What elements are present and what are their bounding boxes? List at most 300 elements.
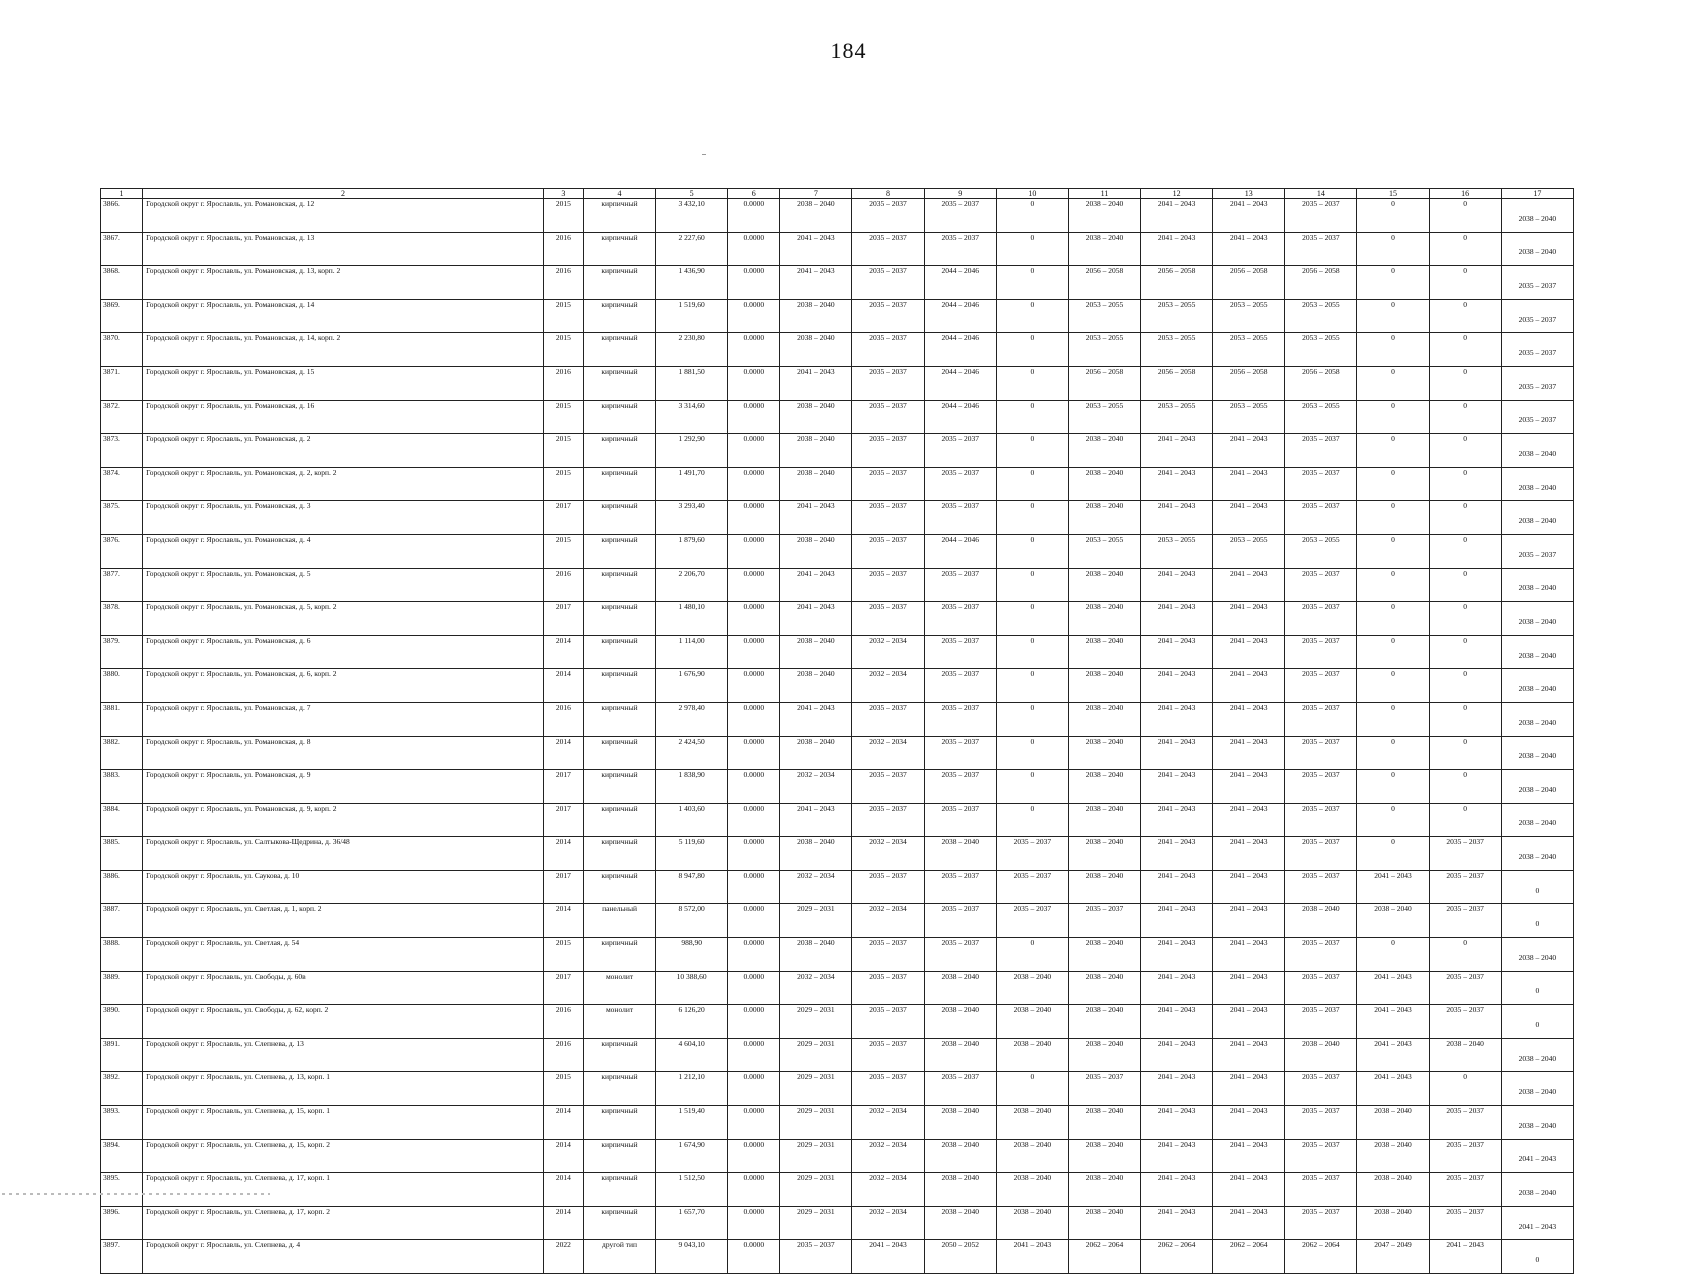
- period-17-cell: 2038 – 2040: [1501, 501, 1573, 535]
- table-row: [101, 534, 1574, 568]
- period-12-cell: 2041 – 2043: [1141, 635, 1213, 669]
- period-10-cell: 2038 – 2040: [996, 1173, 1068, 1207]
- period-11-cell: 2038 – 2040: [1068, 568, 1140, 602]
- period-10-cell: 0: [996, 803, 1068, 837]
- address-cell: Городской округ г. Ярославль, ул. Слепнева, д. 17, корп. 1: [143, 1173, 544, 1207]
- period-13-cell: 2041 – 2043: [1213, 904, 1285, 938]
- period-7-cell: 2038 – 2040: [780, 669, 852, 703]
- period-10-cell: 0: [996, 232, 1068, 266]
- period-11-cell: 2038 – 2040: [1068, 1005, 1140, 1039]
- year-cell: 2016: [543, 1005, 583, 1039]
- period-11-cell: 2038 – 2040: [1068, 467, 1140, 501]
- period-7-cell: 2029 – 2031: [780, 1038, 852, 1072]
- column-header-7: 7: [780, 189, 852, 199]
- year-cell: 2015: [543, 1072, 583, 1106]
- table-row: [101, 938, 1574, 972]
- year-cell: 2014: [543, 635, 583, 669]
- period-9-cell: 2035 – 2037: [924, 1072, 996, 1106]
- period-8-cell: 2032 – 2034: [852, 1106, 924, 1140]
- area-cell: 1 519,40: [656, 1106, 728, 1140]
- wall-material-cell: кирпичный: [583, 434, 655, 468]
- year-cell: 2015: [543, 534, 583, 568]
- address-cell: Городской округ г. Ярославль, ул. Романовская, д. 13: [143, 232, 544, 266]
- period-12-cell: 2041 – 2043: [1141, 568, 1213, 602]
- row-number-cell: 3897.: [101, 1240, 143, 1274]
- period-15-cell: 0: [1357, 333, 1429, 367]
- period-14-cell: 2035 – 2037: [1285, 199, 1357, 233]
- year-cell: 2015: [543, 333, 583, 367]
- period-11-cell: 2053 – 2055: [1068, 400, 1140, 434]
- table-row: [101, 1072, 1574, 1106]
- year-cell: 2016: [543, 702, 583, 736]
- row-number-cell: 3868.: [101, 266, 143, 300]
- row-number-cell: 3869.: [101, 299, 143, 333]
- column-header-3: 3: [543, 189, 583, 199]
- period-9-cell: 2038 – 2040: [924, 1206, 996, 1240]
- wall-material-cell: кирпичный: [583, 199, 655, 233]
- period-13-cell: 2041 – 2043: [1213, 501, 1285, 535]
- period-16-cell: 0: [1429, 400, 1501, 434]
- period-7-cell: 2032 – 2034: [780, 870, 852, 904]
- period-17-cell: 2038 – 2040: [1501, 669, 1573, 703]
- period-10-cell: 2035 – 2037: [996, 870, 1068, 904]
- table-row: [101, 299, 1574, 333]
- address-cell: Городской округ г. Ярославль, ул. Салтыкова-Щедрина, д. 36/48: [143, 837, 544, 871]
- period-7-cell: 2038 – 2040: [780, 333, 852, 367]
- period-16-cell: 0: [1429, 702, 1501, 736]
- period-8-cell: 2032 – 2034: [852, 635, 924, 669]
- coefficient-cell: 0.0000: [728, 1139, 780, 1173]
- period-10-cell: 0: [996, 534, 1068, 568]
- period-12-cell: 2041 – 2043: [1141, 1206, 1213, 1240]
- area-cell: 2 230,80: [656, 333, 728, 367]
- period-11-cell: 2038 – 2040: [1068, 1106, 1140, 1140]
- area-cell: 1 674,90: [656, 1139, 728, 1173]
- period-13-cell: 2056 – 2058: [1213, 266, 1285, 300]
- address-cell: Городской округ г. Ярославль, ул. Романовская, д. 6: [143, 635, 544, 669]
- year-cell: 2014: [543, 904, 583, 938]
- row-number-cell: 3875.: [101, 501, 143, 535]
- table-row: [101, 870, 1574, 904]
- period-8-cell: 2035 – 2037: [852, 770, 924, 804]
- period-12-cell: 2056 – 2058: [1141, 266, 1213, 300]
- period-16-cell: 2035 – 2037: [1429, 904, 1501, 938]
- period-11-cell: 2038 – 2040: [1068, 803, 1140, 837]
- period-11-cell: 2038 – 2040: [1068, 501, 1140, 535]
- table-row: [101, 971, 1574, 1005]
- period-10-cell: 0: [996, 770, 1068, 804]
- address-cell: Городской округ г. Ярославль, ул. Слепнева, д. 13: [143, 1038, 544, 1072]
- row-number-cell: 3891.: [101, 1038, 143, 1072]
- period-14-cell: 2035 – 2037: [1285, 770, 1357, 804]
- table-row: [101, 1038, 1574, 1072]
- period-12-cell: 2041 – 2043: [1141, 837, 1213, 871]
- period-9-cell: 2035 – 2037: [924, 501, 996, 535]
- period-8-cell: 2035 – 2037: [852, 534, 924, 568]
- column-header-14: 14: [1285, 189, 1357, 199]
- period-7-cell: 2029 – 2031: [780, 1072, 852, 1106]
- wall-material-cell: кирпичный: [583, 467, 655, 501]
- period-10-cell: 0: [996, 266, 1068, 300]
- period-16-cell: 0: [1429, 938, 1501, 972]
- period-7-cell: 2041 – 2043: [780, 602, 852, 636]
- row-number-cell: 3870.: [101, 333, 143, 367]
- address-cell: Городской округ г. Ярославль, ул. Слепнева, д. 15, корп. 1: [143, 1106, 544, 1140]
- area-cell: 2 227,60: [656, 232, 728, 266]
- wall-material-cell: кирпичный: [583, 232, 655, 266]
- period-15-cell: 0: [1357, 938, 1429, 972]
- period-9-cell: 2035 – 2037: [924, 232, 996, 266]
- period-10-cell: 0: [996, 434, 1068, 468]
- coefficient-cell: 0.0000: [728, 669, 780, 703]
- row-number-cell: 3894.: [101, 1139, 143, 1173]
- period-12-cell: 2041 – 2043: [1141, 1005, 1213, 1039]
- year-cell: 2017: [543, 501, 583, 535]
- year-cell: 2022: [543, 1240, 583, 1274]
- year-cell: 2014: [543, 1106, 583, 1140]
- period-17-cell: 2038 – 2040: [1501, 803, 1573, 837]
- column-header-8: 8: [852, 189, 924, 199]
- period-15-cell: 2038 – 2040: [1357, 1106, 1429, 1140]
- period-7-cell: 2029 – 2031: [780, 1173, 852, 1207]
- table-row: [101, 803, 1574, 837]
- period-10-cell: 2038 – 2040: [996, 1206, 1068, 1240]
- address-cell: Городской округ г. Ярославль, ул. Светлая, д. 54: [143, 938, 544, 972]
- coefficient-cell: 0.0000: [728, 904, 780, 938]
- period-11-cell: 2038 – 2040: [1068, 702, 1140, 736]
- period-15-cell: 0: [1357, 534, 1429, 568]
- housing-schedule-table: [100, 188, 1574, 1274]
- wall-material-cell: кирпичный: [583, 299, 655, 333]
- period-13-cell: 2041 – 2043: [1213, 837, 1285, 871]
- wall-material-cell: кирпичный: [583, 1106, 655, 1140]
- table-row: [101, 434, 1574, 468]
- period-7-cell: 2029 – 2031: [780, 1106, 852, 1140]
- period-11-cell: 2035 – 2037: [1068, 904, 1140, 938]
- period-17-cell: 2035 – 2037: [1501, 299, 1573, 333]
- wall-material-cell: кирпичный: [583, 669, 655, 703]
- wall-material-cell: кирпичный: [583, 702, 655, 736]
- period-12-cell: 2041 – 2043: [1141, 602, 1213, 636]
- period-16-cell: 0: [1429, 534, 1501, 568]
- period-14-cell: 2035 – 2037: [1285, 938, 1357, 972]
- period-7-cell: 2038 – 2040: [780, 938, 852, 972]
- year-cell: 2017: [543, 803, 583, 837]
- period-8-cell: 2035 – 2037: [852, 199, 924, 233]
- period-11-cell: 2053 – 2055: [1068, 299, 1140, 333]
- period-17-cell: 2038 – 2040: [1501, 837, 1573, 871]
- period-17-cell: 2038 – 2040: [1501, 568, 1573, 602]
- period-15-cell: 2038 – 2040: [1357, 904, 1429, 938]
- period-10-cell: 2035 – 2037: [996, 837, 1068, 871]
- area-cell: 8 572,00: [656, 904, 728, 938]
- period-16-cell: 0: [1429, 736, 1501, 770]
- period-16-cell: 0: [1429, 669, 1501, 703]
- row-number-cell: 3882.: [101, 736, 143, 770]
- period-14-cell: 2038 – 2040: [1285, 904, 1357, 938]
- year-cell: 2015: [543, 938, 583, 972]
- period-9-cell: 2044 – 2046: [924, 366, 996, 400]
- year-cell: 2014: [543, 669, 583, 703]
- area-cell: 2 978,40: [656, 702, 728, 736]
- area-cell: 1 512,50: [656, 1173, 728, 1207]
- period-10-cell: 0: [996, 669, 1068, 703]
- period-9-cell: 2038 – 2040: [924, 1005, 996, 1039]
- row-number-cell: 3877.: [101, 568, 143, 602]
- period-11-cell: 2038 – 2040: [1068, 938, 1140, 972]
- area-cell: 3 432,10: [656, 199, 728, 233]
- period-13-cell: 2041 – 2043: [1213, 467, 1285, 501]
- period-14-cell: 2053 – 2055: [1285, 400, 1357, 434]
- row-number-cell: 3871.: [101, 366, 143, 400]
- row-number-cell: 3892.: [101, 1072, 143, 1106]
- period-10-cell: 2038 – 2040: [996, 1139, 1068, 1173]
- period-9-cell: 2035 – 2037: [924, 635, 996, 669]
- address-cell: Городской округ г. Ярославль, ул. Романовская, д. 5: [143, 568, 544, 602]
- table-row: [101, 266, 1574, 300]
- period-7-cell: 2041 – 2043: [780, 232, 852, 266]
- period-12-cell: 2053 – 2055: [1141, 400, 1213, 434]
- row-number-cell: 3880.: [101, 669, 143, 703]
- period-7-cell: 2029 – 2031: [780, 1139, 852, 1173]
- column-header-4: 4: [583, 189, 655, 199]
- table-body: [101, 199, 1574, 1274]
- coefficient-cell: 0.0000: [728, 232, 780, 266]
- period-9-cell: 2035 – 2037: [924, 602, 996, 636]
- coefficient-cell: 0.0000: [728, 1106, 780, 1140]
- period-15-cell: 0: [1357, 501, 1429, 535]
- period-17-cell: 2038 – 2040: [1501, 199, 1573, 233]
- coefficient-cell: 0.0000: [728, 400, 780, 434]
- wall-material-cell: кирпичный: [583, 635, 655, 669]
- period-15-cell: 0: [1357, 702, 1429, 736]
- period-13-cell: 2041 – 2043: [1213, 669, 1285, 703]
- period-10-cell: 2038 – 2040: [996, 1106, 1068, 1140]
- period-17-cell: 2038 – 2040: [1501, 770, 1573, 804]
- period-8-cell: 2035 – 2037: [852, 1005, 924, 1039]
- period-16-cell: 2038 – 2040: [1429, 1038, 1501, 1072]
- period-11-cell: 2038 – 2040: [1068, 635, 1140, 669]
- year-cell: 2014: [543, 736, 583, 770]
- period-10-cell: 0: [996, 702, 1068, 736]
- period-13-cell: 2053 – 2055: [1213, 333, 1285, 367]
- period-14-cell: 2035 – 2037: [1285, 467, 1357, 501]
- coefficient-cell: 0.0000: [728, 635, 780, 669]
- period-17-cell: 2038 – 2040: [1501, 1173, 1573, 1207]
- period-15-cell: 2038 – 2040: [1357, 1173, 1429, 1207]
- period-15-cell: 0: [1357, 635, 1429, 669]
- coefficient-cell: 0.0000: [728, 770, 780, 804]
- address-cell: Городской округ г. Ярославль, ул. Слепнева, д. 17, корп. 2: [143, 1206, 544, 1240]
- period-16-cell: 2035 – 2037: [1429, 837, 1501, 871]
- period-11-cell: 2038 – 2040: [1068, 870, 1140, 904]
- period-9-cell: 2035 – 2037: [924, 803, 996, 837]
- address-cell: Городской округ г. Ярославль, ул. Романовская, д. 5, корп. 2: [143, 602, 544, 636]
- period-14-cell: 2035 – 2037: [1285, 1206, 1357, 1240]
- row-number-cell: 3896.: [101, 1206, 143, 1240]
- row-number-cell: 3873.: [101, 434, 143, 468]
- period-9-cell: 2035 – 2037: [924, 770, 996, 804]
- period-15-cell: 0: [1357, 232, 1429, 266]
- period-13-cell: 2041 – 2043: [1213, 635, 1285, 669]
- period-9-cell: 2044 – 2046: [924, 299, 996, 333]
- wall-material-cell: кирпичный: [583, 1173, 655, 1207]
- wall-material-cell: панельный: [583, 904, 655, 938]
- period-16-cell: 2035 – 2037: [1429, 1173, 1501, 1207]
- period-7-cell: 2032 – 2034: [780, 770, 852, 804]
- period-11-cell: 2038 – 2040: [1068, 837, 1140, 871]
- period-13-cell: 2041 – 2043: [1213, 938, 1285, 972]
- period-8-cell: 2035 – 2037: [852, 568, 924, 602]
- period-7-cell: 2029 – 2031: [780, 1206, 852, 1240]
- period-13-cell: 2041 – 2043: [1213, 232, 1285, 266]
- page-number: 184: [830, 38, 867, 63]
- area-cell: 1 480,10: [656, 602, 728, 636]
- coefficient-cell: 0.0000: [728, 534, 780, 568]
- area-cell: 2 206,70: [656, 568, 728, 602]
- period-14-cell: 2035 – 2037: [1285, 1072, 1357, 1106]
- coefficient-cell: 0.0000: [728, 1240, 780, 1274]
- area-cell: 1 292,90: [656, 434, 728, 468]
- period-12-cell: 2041 – 2043: [1141, 1173, 1213, 1207]
- table-row: [101, 1106, 1574, 1140]
- period-7-cell: 2029 – 2031: [780, 1005, 852, 1039]
- period-16-cell: 2035 – 2037: [1429, 1206, 1501, 1240]
- area-cell: 1 403,60: [656, 803, 728, 837]
- table-row: [101, 1139, 1574, 1173]
- table-row: [101, 669, 1574, 703]
- row-number-cell: 3866.: [101, 199, 143, 233]
- period-10-cell: 0: [996, 366, 1068, 400]
- coefficient-cell: 0.0000: [728, 434, 780, 468]
- column-header-10: 10: [996, 189, 1068, 199]
- period-11-cell: 2056 – 2058: [1068, 366, 1140, 400]
- period-10-cell: 2038 – 2040: [996, 971, 1068, 1005]
- period-11-cell: 2038 – 2040: [1068, 736, 1140, 770]
- period-10-cell: 0: [996, 333, 1068, 367]
- year-cell: 2017: [543, 602, 583, 636]
- period-9-cell: 2038 – 2040: [924, 971, 996, 1005]
- period-7-cell: 2041 – 2043: [780, 702, 852, 736]
- year-cell: 2015: [543, 400, 583, 434]
- period-13-cell: 2041 – 2043: [1213, 770, 1285, 804]
- period-13-cell: 2062 – 2064: [1213, 1240, 1285, 1274]
- period-11-cell: 2038 – 2040: [1068, 971, 1140, 1005]
- period-14-cell: 2056 – 2058: [1285, 366, 1357, 400]
- row-number-cell: 3893.: [101, 1106, 143, 1140]
- period-14-cell: 2035 – 2037: [1285, 669, 1357, 703]
- period-7-cell: 2038 – 2040: [780, 199, 852, 233]
- coefficient-cell: 0.0000: [728, 1038, 780, 1072]
- period-11-cell: 2056 – 2058: [1068, 266, 1140, 300]
- area-cell: 9 043,10: [656, 1240, 728, 1274]
- wall-material-cell: кирпичный: [583, 870, 655, 904]
- area-cell: 6 126,20: [656, 1005, 728, 1039]
- period-17-cell: 2038 – 2040: [1501, 702, 1573, 736]
- period-7-cell: 2038 – 2040: [780, 736, 852, 770]
- table-row: [101, 837, 1574, 871]
- period-10-cell: 0: [996, 568, 1068, 602]
- table-row: [101, 635, 1574, 669]
- wall-material-cell: кирпичный: [583, 803, 655, 837]
- period-10-cell: 2038 – 2040: [996, 1005, 1068, 1039]
- period-16-cell: 2035 – 2037: [1429, 1139, 1501, 1173]
- period-13-cell: 2041 – 2043: [1213, 1173, 1285, 1207]
- period-7-cell: 2041 – 2043: [780, 568, 852, 602]
- period-16-cell: 0: [1429, 199, 1501, 233]
- column-header-13: 13: [1213, 189, 1285, 199]
- period-7-cell: 2041 – 2043: [780, 366, 852, 400]
- period-14-cell: 2035 – 2037: [1285, 837, 1357, 871]
- period-15-cell: 2038 – 2040: [1357, 1139, 1429, 1173]
- period-9-cell: 2050 – 2052: [924, 1240, 996, 1274]
- period-15-cell: 2041 – 2043: [1357, 971, 1429, 1005]
- period-17-cell: 2035 – 2037: [1501, 534, 1573, 568]
- period-16-cell: 0: [1429, 333, 1501, 367]
- wall-material-cell: кирпичный: [583, 568, 655, 602]
- period-15-cell: 0: [1357, 602, 1429, 636]
- row-number-cell: 3881.: [101, 702, 143, 736]
- row-number-cell: 3874.: [101, 467, 143, 501]
- column-number-row: [101, 189, 1574, 199]
- address-cell: Городской округ г. Ярославль, ул. Слепнева, д. 15, корп. 2: [143, 1139, 544, 1173]
- period-16-cell: 0: [1429, 602, 1501, 636]
- period-14-cell: 2056 – 2058: [1285, 266, 1357, 300]
- period-9-cell: 2035 – 2037: [924, 568, 996, 602]
- column-header-16: 16: [1429, 189, 1501, 199]
- period-11-cell: 2038 – 2040: [1068, 669, 1140, 703]
- row-number-cell: 3890.: [101, 1005, 143, 1039]
- period-10-cell: 2038 – 2040: [996, 1038, 1068, 1072]
- address-cell: Городской округ г. Ярославль, ул. Романовская, д. 3: [143, 501, 544, 535]
- address-cell: Городской округ г. Ярославль, ул. Романовская, д. 2, корп. 2: [143, 467, 544, 501]
- period-16-cell: 0: [1429, 501, 1501, 535]
- period-13-cell: 2041 – 2043: [1213, 602, 1285, 636]
- period-13-cell: 2041 – 2043: [1213, 1106, 1285, 1140]
- wall-material-cell: кирпичный: [583, 534, 655, 568]
- period-9-cell: 2035 – 2037: [924, 467, 996, 501]
- area-cell: 3 314,60: [656, 400, 728, 434]
- wall-material-cell: кирпичный: [583, 400, 655, 434]
- period-16-cell: 0: [1429, 803, 1501, 837]
- wall-material-cell: кирпичный: [583, 266, 655, 300]
- period-8-cell: 2032 – 2034: [852, 669, 924, 703]
- area-cell: 8 947,80: [656, 870, 728, 904]
- period-15-cell: 0: [1357, 837, 1429, 871]
- period-13-cell: 2041 – 2043: [1213, 199, 1285, 233]
- period-17-cell: 0: [1501, 1240, 1573, 1274]
- wall-material-cell: другой тип: [583, 1240, 655, 1274]
- address-cell: Городской округ г. Ярославль, ул. Романовская, д. 16: [143, 400, 544, 434]
- period-8-cell: 2032 – 2034: [852, 1139, 924, 1173]
- coefficient-cell: 0.0000: [728, 1072, 780, 1106]
- period-14-cell: 2035 – 2037: [1285, 1106, 1357, 1140]
- year-cell: 2015: [543, 467, 583, 501]
- period-14-cell: 2035 – 2037: [1285, 501, 1357, 535]
- address-cell: Городской округ г. Ярославль, ул. Романовская, д. 9: [143, 770, 544, 804]
- address-cell: Городской округ г. Ярославль, ул. Романовская, д. 14, корп. 2: [143, 333, 544, 367]
- period-15-cell: 2047 – 2049: [1357, 1240, 1429, 1274]
- year-cell: 2016: [543, 266, 583, 300]
- period-17-cell: 2041 – 2043: [1501, 1139, 1573, 1173]
- coefficient-cell: 0.0000: [728, 736, 780, 770]
- table-row: [101, 736, 1574, 770]
- period-11-cell: 2062 – 2064: [1068, 1240, 1140, 1274]
- period-16-cell: 2035 – 2037: [1429, 1005, 1501, 1039]
- period-17-cell: 0: [1501, 971, 1573, 1005]
- period-8-cell: 2032 – 2034: [852, 1173, 924, 1207]
- period-14-cell: 2035 – 2037: [1285, 602, 1357, 636]
